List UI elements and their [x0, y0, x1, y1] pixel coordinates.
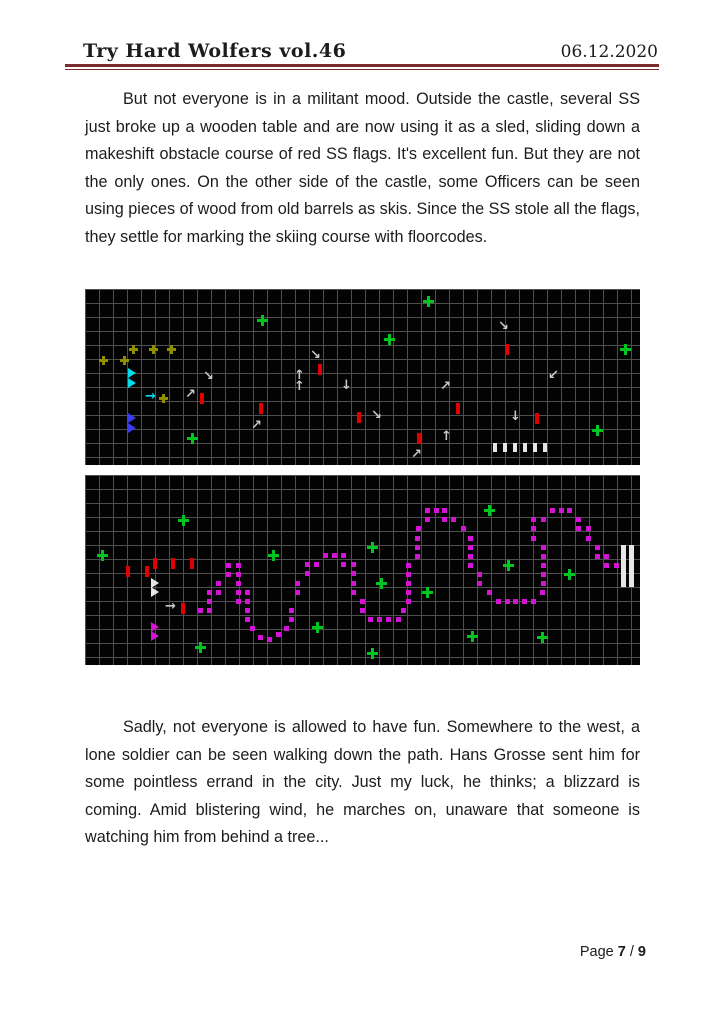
arrow-icon: ↑: [441, 429, 452, 444]
green-cross-icon: [592, 425, 603, 436]
red-bar-icon: [126, 566, 130, 577]
arrow-icon: ↓: [510, 409, 521, 424]
paragraph-1: But not everyone is in a militant mood. Outside the castle, several SS just broke up a wooden table and are now using it as a sled, sliding down a makeshift obstacle course of red SS flags. It's excellent fun. But they are not the only ones. On the other side of the castle, some Officers can be seen using pieces of wood from old barrels as skis. Since the SS stole all the flags, they settle for marking the skiing course with floorcodes.: [85, 90, 640, 246]
arrow-icon: ↘: [203, 369, 214, 384]
floorcode-dot: [377, 617, 382, 622]
green-cross-icon: [467, 631, 478, 642]
floorcode-dot: [586, 536, 591, 541]
floorcode-dot: [531, 599, 536, 604]
floorcode-dot: [226, 563, 231, 568]
footer-separator: /: [629, 944, 634, 960]
arrow-icon: ↑: [294, 368, 305, 383]
arrow-icon: ↙: [548, 368, 559, 383]
floorcode-dot: [386, 617, 391, 622]
arrow-icon: ↘: [498, 319, 509, 334]
header-date: 06.12.2020: [560, 42, 658, 62]
white-bar-icon: [543, 443, 547, 452]
green-cross-icon: [257, 315, 268, 326]
green-cross-icon: [195, 642, 206, 653]
arrow-icon: ↗: [411, 447, 422, 462]
floorcode-dot: [236, 590, 241, 595]
red-bar-icon: [357, 412, 361, 423]
floorcode-dot: [245, 599, 250, 604]
floorcode-dot: [415, 554, 420, 559]
floorcode-dot: [284, 626, 289, 631]
white-bar-icon: [493, 443, 497, 452]
floorcode-dot: [496, 599, 501, 604]
white-bar-icon: [629, 545, 634, 587]
floorcode-dot: [406, 599, 411, 604]
red-bar-icon: [318, 364, 322, 375]
red-bar-icon: [190, 558, 194, 569]
floorcode-dot: [351, 562, 356, 567]
floorcode-dot: [425, 517, 430, 522]
olive-cross-icon: [120, 356, 129, 365]
floorcode-dot: [198, 608, 203, 613]
arrow-icon: ↘: [310, 348, 321, 363]
olive-cross-icon: [167, 345, 176, 354]
floorcode-dot: [586, 526, 591, 531]
floorcode-dot: [267, 637, 272, 642]
header-rule: [65, 64, 659, 70]
floorcode-dot: [541, 581, 546, 586]
floorcode-dot: [442, 517, 447, 522]
map-screenshot-2: [85, 475, 640, 665]
floorcode-dot: [305, 562, 310, 567]
magenta-triangle-icon: [151, 631, 159, 641]
floorcode-dot: [216, 581, 221, 586]
map-screenshot-1: [85, 289, 640, 465]
floorcode-dot: [276, 632, 281, 637]
floorcode-dot: [477, 581, 482, 586]
blue-triangle-icon: [128, 413, 136, 423]
floorcode-dot: [540, 590, 545, 595]
floorcode-dot: [477, 572, 482, 577]
floorcode-dot: [332, 553, 337, 558]
floorcode-dot: [295, 581, 300, 586]
floorcode-dot: [468, 554, 473, 559]
floorcode-dot: [468, 563, 473, 568]
floorcode-dot: [541, 545, 546, 550]
floorcode-dot: [396, 617, 401, 622]
red-bar-icon: [181, 603, 185, 614]
floorcode-dot: [604, 554, 609, 559]
floorcode-dot: [236, 599, 241, 604]
floorcode-dot: [207, 599, 212, 604]
floorcode-dot: [406, 581, 411, 586]
arrow-icon: →: [165, 599, 176, 614]
arrow-icon: ↗: [440, 379, 451, 394]
floorcode-dot: [401, 608, 406, 613]
floorcode-dot: [541, 563, 546, 568]
floorcode-dot: [531, 517, 536, 522]
green-cross-icon: [422, 587, 433, 598]
floorcode-dot: [531, 536, 536, 541]
green-cross-icon: [620, 344, 631, 355]
green-cross-icon: [537, 632, 548, 643]
white-bar-icon: [513, 443, 517, 452]
cyan-triangle-icon: [128, 368, 136, 378]
floorcode-dot: [360, 608, 365, 613]
white-bar-icon: [503, 443, 507, 452]
floorcode-dot: [323, 553, 328, 558]
floorcode-dot: [250, 626, 255, 631]
floorcode-dot: [425, 508, 430, 513]
floorcode-dot: [522, 599, 527, 604]
green-cross-icon: [187, 433, 198, 444]
olive-cross-icon: [149, 345, 158, 354]
floorcode-dot: [415, 536, 420, 541]
floorcode-dot: [245, 590, 250, 595]
floorcode-dot: [541, 517, 546, 522]
floorcode-dot: [541, 554, 546, 559]
floorcode-dot: [305, 571, 310, 576]
red-bar-icon: [171, 558, 175, 569]
green-cross-icon: [423, 296, 434, 307]
floorcode-dot: [604, 563, 609, 568]
page-footer: [580, 944, 646, 960]
floorcode-dot: [487, 590, 492, 595]
floorcode-dot: [541, 572, 546, 577]
footer-current-page: 7: [617, 944, 626, 960]
red-bar-icon: [145, 566, 149, 577]
green-cross-icon: [503, 560, 514, 571]
green-cross-icon: [384, 334, 395, 345]
white-bar-icon: [523, 443, 527, 452]
floorcode-dot: [595, 554, 600, 559]
arrow-icon: ↑: [294, 379, 305, 394]
floorcode-dot: [595, 545, 600, 550]
arrow-icon: ↗: [251, 418, 262, 433]
white-triangle-icon: [151, 587, 159, 597]
floorcode-dot: [360, 599, 365, 604]
floorcode-dot: [351, 571, 356, 576]
floorcode-dot: [531, 526, 536, 531]
olive-cross-icon: [159, 394, 168, 403]
floorcode-dot: [406, 590, 411, 595]
floorcode-dot: [245, 608, 250, 613]
paragraph-2: Sadly, not everyone is allowed to have fun. Somewhere to the west, a lone soldier can be seen walking down the path. Hans Grosse sent him for some pointless errand in the city. Just my luck, he thinks; a blizzard is coming. Amid blistering wind, he marches on, unaware that someone is watching him from behind a tree...: [85, 718, 640, 846]
floorcode-dot: [567, 508, 572, 513]
floorcode-dot: [245, 617, 250, 622]
floorcode-dot: [451, 517, 456, 522]
white-bar-icon: [533, 443, 537, 452]
footer-total-pages: 9: [637, 944, 646, 960]
floorcode-dot: [207, 608, 212, 613]
floorcode-dot: [434, 508, 439, 513]
floorcode-dot: [550, 508, 555, 513]
floorcode-dot: [236, 581, 241, 586]
floorcode-dot: [341, 562, 346, 567]
floorcode-dot: [314, 562, 319, 567]
floorcode-dot: [406, 572, 411, 577]
olive-cross-icon: [129, 345, 138, 354]
floorcode-dot: [207, 590, 212, 595]
floorcode-dot: [416, 526, 421, 531]
arrow-icon: ↘: [371, 408, 382, 423]
green-cross-icon: [367, 648, 378, 659]
floorcode-dot: [258, 635, 263, 640]
floorcode-dot: [351, 590, 356, 595]
red-bar-icon: [535, 413, 539, 424]
floorcode-dot: [351, 581, 356, 586]
floorcode-dot: [461, 526, 466, 531]
green-cross-icon: [268, 550, 279, 561]
arrow-icon: ↓: [341, 378, 352, 393]
white-bar-icon: [621, 545, 626, 587]
floorcode-dot: [289, 617, 294, 622]
floorcode-dot: [576, 517, 581, 522]
green-cross-icon: [564, 569, 575, 580]
red-bar-icon: [259, 403, 263, 414]
floorcode-dot: [236, 563, 241, 568]
floorcode-dot: [513, 599, 518, 604]
green-cross-icon: [367, 542, 378, 553]
floorcode-dot: [368, 617, 373, 622]
footer-page-label: Page: [579, 944, 614, 960]
cyan-triangle-icon: [128, 378, 136, 388]
page-title: Try Hard Wolfers vol.46: [83, 40, 347, 62]
red-bar-icon: [505, 344, 509, 355]
red-bar-icon: [200, 393, 204, 404]
floorcode-dot: [216, 590, 221, 595]
olive-cross-icon: [99, 356, 108, 365]
floorcode-dot: [236, 572, 241, 577]
floorcode-dot: [295, 590, 300, 595]
red-bar-icon: [456, 403, 460, 414]
floorcode-dot: [559, 508, 564, 513]
red-bar-icon: [417, 433, 421, 444]
green-cross-icon: [178, 515, 189, 526]
arrow-icon: →: [145, 389, 156, 404]
floorcode-dot: [289, 608, 294, 613]
green-cross-icon: [312, 622, 323, 633]
floorcode-dot: [505, 599, 510, 604]
floorcode-dot: [415, 545, 420, 550]
floorcode-dot: [468, 545, 473, 550]
green-cross-icon: [97, 550, 108, 561]
green-cross-icon: [484, 505, 495, 516]
floorcode-dot: [576, 526, 581, 531]
blue-triangle-icon: [128, 423, 136, 433]
green-cross-icon: [376, 578, 387, 589]
floorcode-dot: [468, 536, 473, 541]
floorcode-dot: [341, 553, 346, 558]
red-bar-icon: [153, 558, 157, 569]
floorcode-dot: [614, 563, 619, 568]
arrow-icon: ↗: [185, 387, 196, 402]
floorcode-dot: [406, 563, 411, 568]
floorcode-dot: [226, 572, 231, 577]
floorcode-dot: [442, 508, 447, 513]
